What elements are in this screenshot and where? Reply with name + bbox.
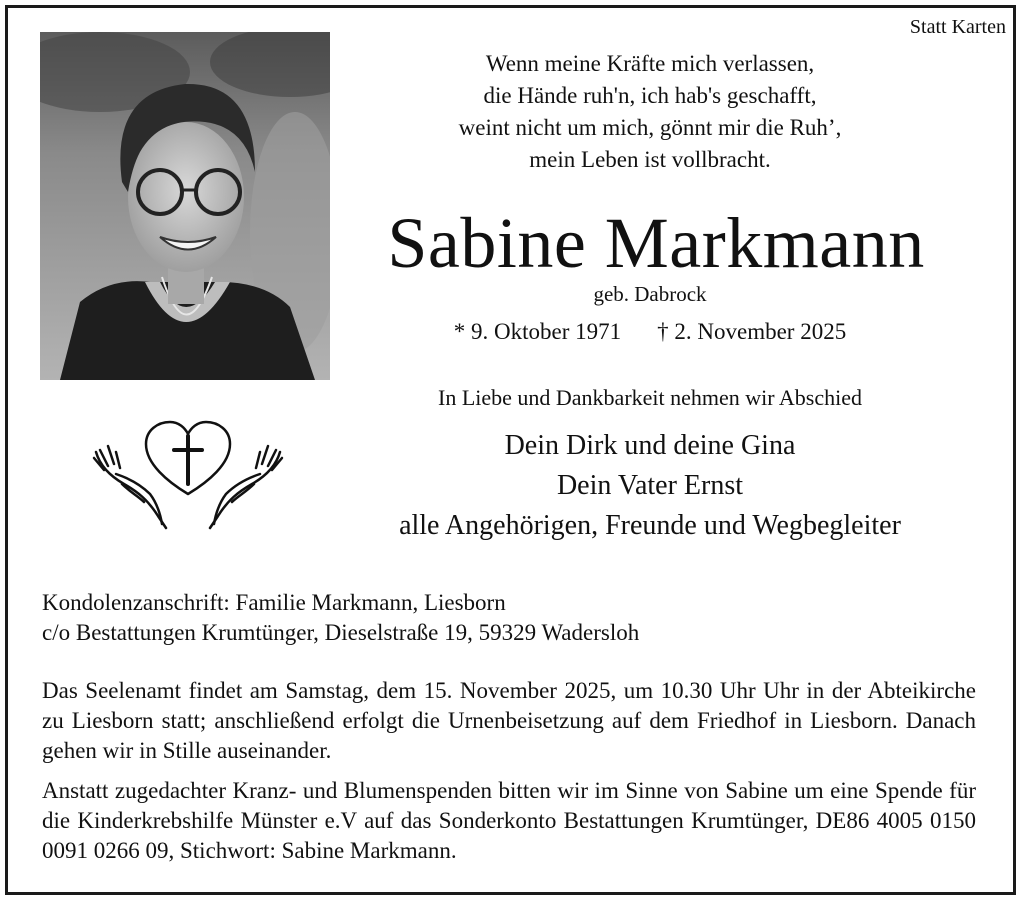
poem-line: mein Leben ist vollbracht. (529, 147, 771, 172)
portrait-photo (40, 32, 330, 380)
hands-heart-cross-icon (86, 412, 290, 548)
condolence-address (42, 588, 982, 648)
birth-date: * 9. Oktober 1971 (453, 319, 622, 344)
poem (360, 48, 940, 176)
poem-line: Wenn meine Kräfte mich verlassen, (485, 51, 815, 76)
mourner-line: alle Angehörigen, Freunde und Wegbegleiter (399, 510, 901, 541)
poem-line: die Hände ruh'n, ich hab's geschafft, (483, 83, 817, 108)
mourners-list (340, 426, 960, 546)
statt-karten-label: Statt Karten (909, 16, 1006, 38)
mourner-line: Dein Vater Ernst (556, 470, 744, 501)
poem-line: weint nicht um mich, gönnt mir die Ruh’, (458, 115, 842, 140)
life-dates (360, 316, 940, 348)
deceased-name: Sabine Markmann (387, 203, 925, 283)
birth-name: geb. Dabrock (593, 282, 707, 306)
address-line: c/o Bestattungen Krumtünger, Dieselstraße 19, 59329 Wadersloh (42, 620, 640, 645)
donation-paragraph: Anstatt zugedachter Kranz- und Blumenspenden bitten wir im Sinne von Sabine um eine Spende für die Kinderkrebshilfe Münster e.V auf das Sonderkonto Bestattungen Krumtünger, DE86 4005 0150 0091 0266 09, Stichwort: Sabine Markmann. (42, 778, 976, 863)
address-line: Kondolenzanschrift: Familie Markmann, Liesborn (42, 590, 506, 615)
farewell-line: In Liebe und Dankbarkeit nehmen wir Abschied (438, 385, 862, 410)
death-date: † 2. November 2025 (657, 319, 847, 344)
service-paragraph: Das Seelenamt findet am Samstag, dem 15. November 2025, um 10.30 Uhr Uhr in der Abteikirche zu Liesborn statt; anschließend erfolgt die Urnenbeisetzung auf dem Friedhof in Liesborn. Danach gehen wir in Stille auseinander. (42, 678, 976, 763)
mourner-line: Dein Dirk und deine Gina (504, 430, 796, 461)
